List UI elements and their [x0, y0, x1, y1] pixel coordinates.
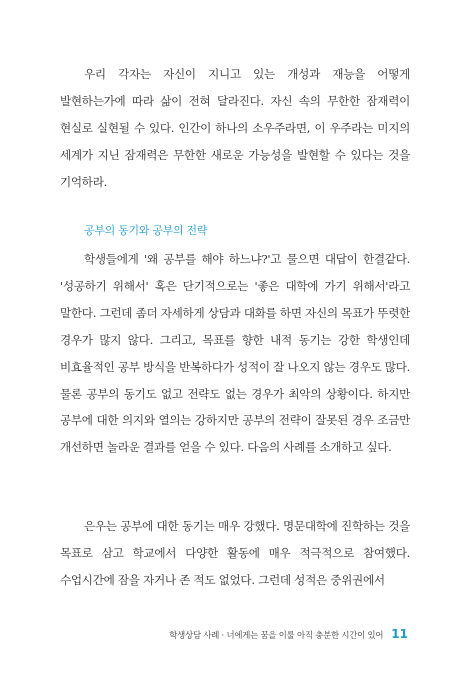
- body-paragraph-1: 우리 각자는 자신이 지니고 있는 개성과 재능을 어떻게 발현하는가에 따라 삶이 전혀 달라진다. 자신 속의 무한한 잠재력이 현실로 실현될 수 있다. 인간이 하나의 소우주라면, 이 우주라는 미지의 세계가 지닌 잠재력은 무한한 새로운 가능성을 발현할 수 있다는 것을 기억하라.: [60, 67, 410, 189]
- page-footer: [169, 627, 408, 641]
- running-title: 학생상담 사례 · 너에게는 꿈을 이룰 아직 충분한 시간이 있어: [169, 630, 384, 640]
- body-paragraph-2: 학생들에게 '왜 공부를 해야 하느냐?'고 물으면 대답이 한결같다. '성공하기 위해서' 혹은 단기적으로는 '좋은 대학에 가기 위해서'라고 말한다. 그런데 좀더 자세하게 상담과 대화를 하면 자신의 목표가 뚜렷한 경우가 많지 않다. 그리고, 목표를 향한 내적 동기는 강한 학생인데 비효율적인 공부 방식을 반복하다가 성적이 잘 나오지 않는 경우도 많다. 물론 공부의 동기도 없고 전략도 없는 경우가 최악의 상황이다. 하지만 공부에 대한 의지와 열의는 강하지만 공부의 전략이 잘못된 경우 조금만 개선하면 놀라운 결과를 얻을 수 있다. 다음의 사례를 소개하고 싶다.: [60, 252, 410, 455]
- page-number: 11: [391, 627, 408, 641]
- section-heading: 공부의 동기와 공부의 전략: [84, 224, 208, 237]
- body-paragraph-3: 은우는 공부에 대한 동기는 매우 강했다. 명문대학에 진학하는 것을 목표로 삼고 학교에서 다양한 활동에 매우 적극적으로 참여했다. 수업시간에 잠을 자거나 존 적도 없었다. 그런데 성적은 중위권에서: [60, 519, 410, 587]
